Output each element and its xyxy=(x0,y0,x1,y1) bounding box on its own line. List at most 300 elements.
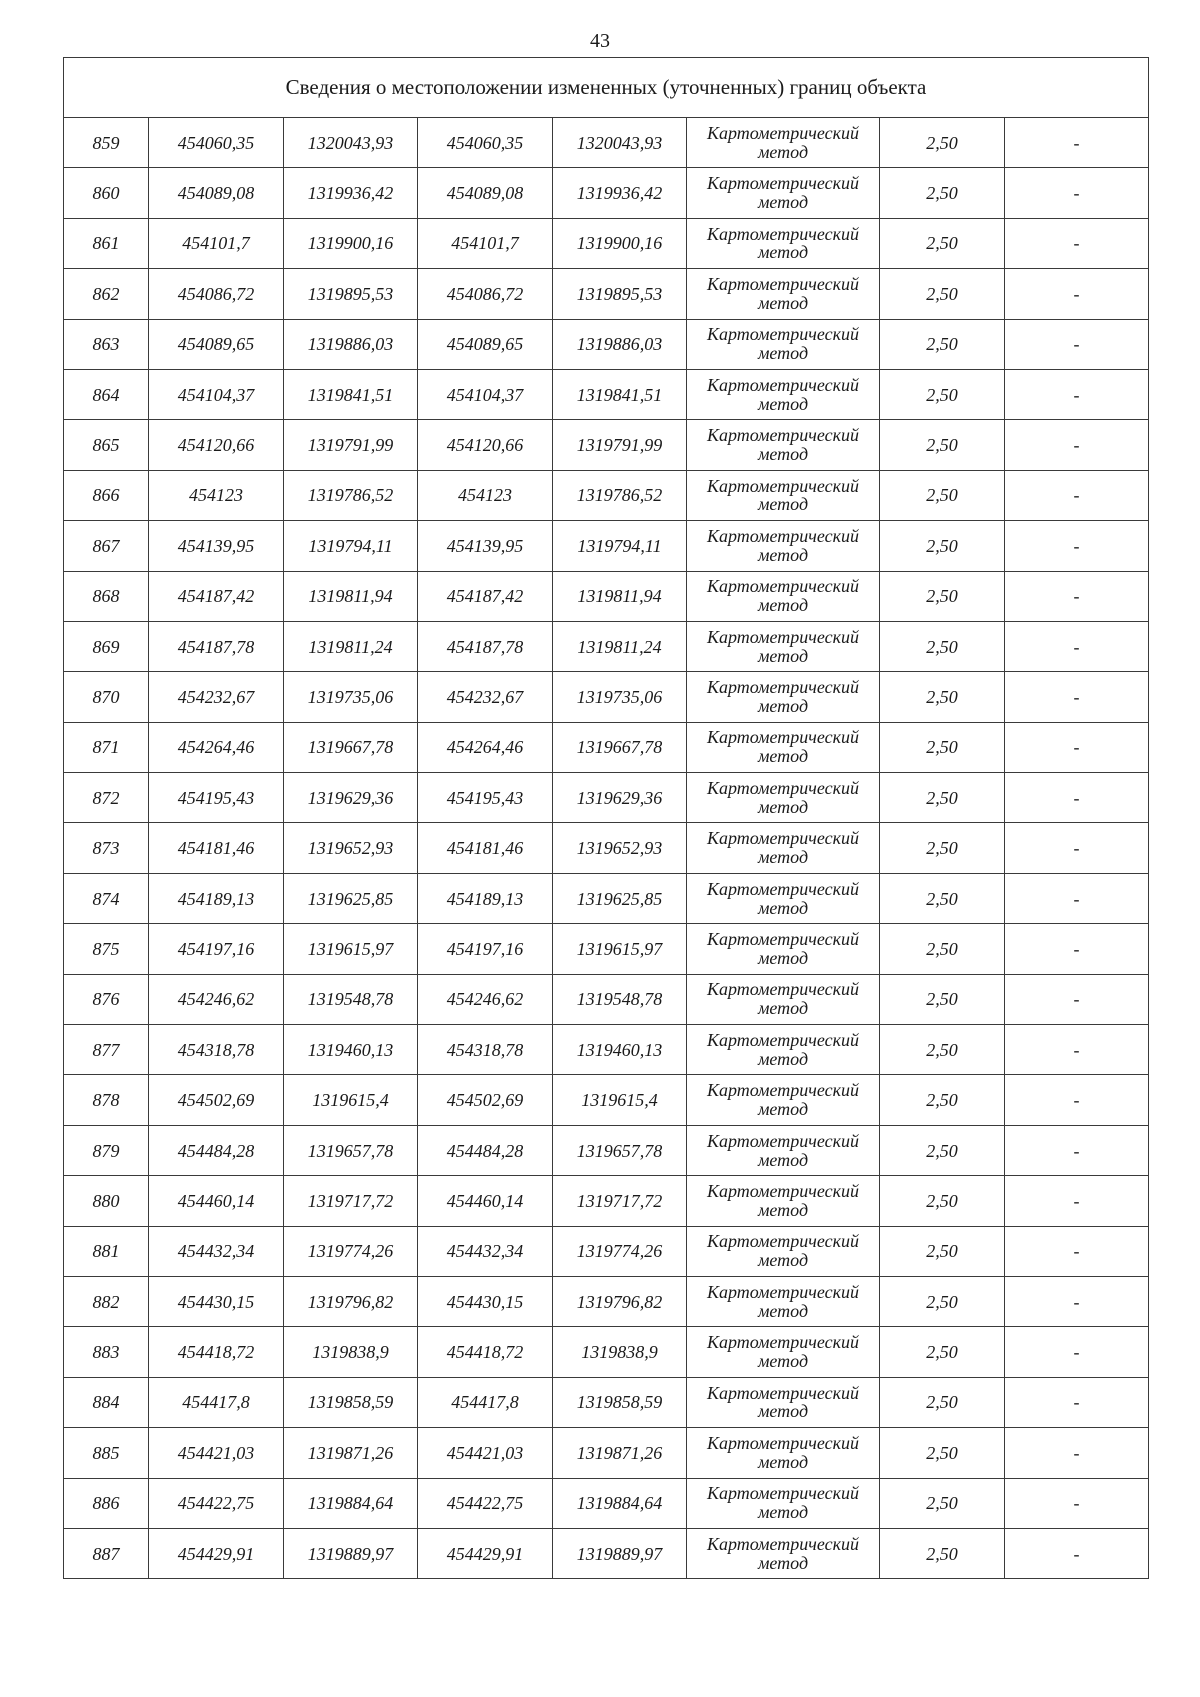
method-cell xyxy=(687,1478,880,1528)
refined-x-cell: 454429,91 xyxy=(418,1528,553,1578)
point-number-cell: 886 xyxy=(64,1478,149,1528)
existing-y-cell: 1319548,78 xyxy=(284,974,418,1024)
existing-x-cell: 454460,14 xyxy=(149,1176,284,1226)
refined-y-cell: 1319735,06 xyxy=(553,672,687,722)
table-row xyxy=(64,1428,1149,1478)
accuracy-cell: 2,50 xyxy=(880,773,1005,823)
existing-y-cell: 1319735,06 xyxy=(284,672,418,722)
existing-y-cell: 1319774,26 xyxy=(284,1226,418,1276)
accuracy-cell: 2,50 xyxy=(880,118,1005,168)
accuracy-cell: 2,50 xyxy=(880,1025,1005,1075)
table-row xyxy=(64,1327,1149,1377)
table-row xyxy=(64,974,1149,1024)
method-cell xyxy=(687,1528,880,1578)
note-cell: - xyxy=(1005,1377,1149,1427)
refined-x-cell: 454139,95 xyxy=(418,521,553,571)
refined-x-cell: 454264,46 xyxy=(418,722,553,772)
refined-x-cell: 454246,62 xyxy=(418,974,553,1024)
method-line-1: Картометрический xyxy=(706,525,859,546)
table-row xyxy=(64,319,1149,369)
accuracy-cell: 2,50 xyxy=(880,823,1005,873)
method-line-2: метод xyxy=(757,1300,809,1321)
method-cell xyxy=(687,1176,880,1226)
point-number-cell: 883 xyxy=(64,1327,149,1377)
table-row xyxy=(64,420,1149,470)
note-cell: - xyxy=(1005,470,1149,520)
method-line-2: метод xyxy=(757,192,809,213)
method-line-2: метод xyxy=(757,1451,809,1472)
accuracy-cell: 2,50 xyxy=(880,571,1005,621)
accuracy-cell: 2,50 xyxy=(880,269,1005,319)
method-line-2: метод xyxy=(757,847,809,868)
accuracy-cell: 2,50 xyxy=(880,521,1005,571)
refined-y-cell: 1319667,78 xyxy=(553,722,687,772)
refined-x-cell: 454187,78 xyxy=(418,621,553,671)
note-cell: - xyxy=(1005,621,1149,671)
refined-y-cell: 1319936,42 xyxy=(553,168,687,218)
refined-y-cell: 1319794,11 xyxy=(553,521,687,571)
method-line-1: Картометрический xyxy=(706,1130,859,1151)
accuracy-cell: 2,50 xyxy=(880,1226,1005,1276)
refined-y-cell: 1319774,26 xyxy=(553,1226,687,1276)
existing-x-cell: 454197,16 xyxy=(149,924,284,974)
existing-x-cell: 454421,03 xyxy=(149,1428,284,1478)
refined-x-cell: 454318,78 xyxy=(418,1025,553,1075)
refined-y-cell: 1319657,78 xyxy=(553,1125,687,1175)
refined-y-cell: 1319811,24 xyxy=(553,621,687,671)
table-row xyxy=(64,1276,1149,1326)
accuracy-cell: 2,50 xyxy=(880,1478,1005,1528)
point-number-cell: 873 xyxy=(64,823,149,873)
existing-y-cell: 1319889,97 xyxy=(284,1528,418,1578)
existing-x-cell: 454120,66 xyxy=(149,420,284,470)
refined-x-cell: 454195,43 xyxy=(418,773,553,823)
existing-x-cell: 454089,08 xyxy=(149,168,284,218)
existing-y-cell: 1319884,64 xyxy=(284,1478,418,1528)
existing-y-cell: 1319871,26 xyxy=(284,1428,418,1478)
existing-y-cell: 1319895,53 xyxy=(284,269,418,319)
method-line-1: Картометрический xyxy=(706,1181,859,1201)
accuracy-cell: 2,50 xyxy=(880,369,1005,419)
table-row xyxy=(64,873,1149,923)
refined-x-cell: 454417,8 xyxy=(418,1377,553,1427)
method-cell xyxy=(687,521,880,571)
method-line-2: метод xyxy=(757,1502,809,1523)
accuracy-cell: 2,50 xyxy=(880,974,1005,1024)
accuracy-cell: 2,50 xyxy=(880,1075,1005,1125)
refined-y-cell: 1319886,03 xyxy=(553,319,687,369)
method-line-1: Картометрический xyxy=(706,1432,859,1453)
method-line-1: Картометрический xyxy=(706,122,859,143)
method-cell xyxy=(687,773,880,823)
table-row xyxy=(64,924,1149,974)
method-line-2: метод xyxy=(757,695,809,716)
method-cell xyxy=(687,974,880,1024)
point-number-cell: 867 xyxy=(64,521,149,571)
existing-x-cell: 454246,62 xyxy=(149,974,284,1024)
table-row xyxy=(64,1176,1149,1226)
note-cell: - xyxy=(1005,218,1149,268)
existing-y-cell: 1319657,78 xyxy=(284,1125,418,1175)
existing-y-cell: 1319460,13 xyxy=(284,1025,418,1075)
existing-x-cell: 454432,34 xyxy=(149,1226,284,1276)
refined-x-cell: 454187,42 xyxy=(418,571,553,621)
accuracy-cell: 2,50 xyxy=(880,319,1005,369)
method-line-2: метод xyxy=(757,1149,809,1170)
table-row xyxy=(64,571,1149,621)
refined-y-cell: 1319900,16 xyxy=(553,218,687,268)
method-line-2: метод xyxy=(757,947,809,968)
point-number-cell: 863 xyxy=(64,319,149,369)
method-cell xyxy=(687,1377,880,1427)
refined-x-cell: 454060,35 xyxy=(418,118,553,168)
existing-y-cell: 1320043,93 xyxy=(284,118,418,168)
accuracy-cell: 2,50 xyxy=(880,873,1005,923)
point-number-cell: 885 xyxy=(64,1428,149,1478)
method-cell xyxy=(687,1226,880,1276)
method-line-1: Картометрический xyxy=(706,374,859,395)
table-row xyxy=(64,168,1149,218)
boundary-table xyxy=(63,57,1149,1579)
accuracy-cell: 2,50 xyxy=(880,1377,1005,1427)
refined-x-cell: 454502,69 xyxy=(418,1075,553,1125)
table-row xyxy=(64,118,1149,168)
existing-x-cell: 454181,46 xyxy=(149,823,284,873)
existing-x-cell: 454418,72 xyxy=(149,1327,284,1377)
point-number-cell: 882 xyxy=(64,1276,149,1326)
method-line-2: метод xyxy=(757,494,809,515)
note-cell: - xyxy=(1005,1226,1149,1276)
method-line-1: Картометрический xyxy=(706,878,859,899)
refined-x-cell: 454197,16 xyxy=(418,924,553,974)
method-cell xyxy=(687,470,880,520)
point-number-cell: 864 xyxy=(64,369,149,419)
note-cell: - xyxy=(1005,118,1149,168)
note-cell: - xyxy=(1005,168,1149,218)
accuracy-cell: 2,50 xyxy=(880,924,1005,974)
existing-y-cell: 1319796,82 xyxy=(284,1276,418,1326)
method-line-1: Картометрический xyxy=(706,1231,859,1252)
point-number-cell: 868 xyxy=(64,571,149,621)
refined-x-cell: 454120,66 xyxy=(418,420,553,470)
point-number-cell: 877 xyxy=(64,1025,149,1075)
existing-y-cell: 1319717,72 xyxy=(284,1176,418,1226)
existing-x-cell: 454502,69 xyxy=(149,1075,284,1125)
existing-y-cell: 1319794,11 xyxy=(284,521,418,571)
refined-x-cell: 454089,65 xyxy=(418,319,553,369)
table-row xyxy=(64,722,1149,772)
point-number-cell: 865 xyxy=(64,420,149,470)
accuracy-cell: 2,50 xyxy=(880,420,1005,470)
method-line-1: Картометрический xyxy=(706,828,859,849)
table-row xyxy=(64,218,1149,268)
refined-y-cell: 1319615,4 xyxy=(553,1075,687,1125)
method-line-2: метод xyxy=(757,1199,809,1220)
table-row xyxy=(64,269,1149,319)
point-number-cell: 881 xyxy=(64,1226,149,1276)
point-number-cell: 862 xyxy=(64,269,149,319)
note-cell: - xyxy=(1005,1528,1149,1578)
refined-y-cell: 1320043,93 xyxy=(553,118,687,168)
method-line-1: Картометрический xyxy=(706,1281,859,1302)
method-cell xyxy=(687,369,880,419)
method-line-2: метод xyxy=(757,746,809,767)
note-cell: - xyxy=(1005,722,1149,772)
note-cell: - xyxy=(1005,571,1149,621)
existing-x-cell: 454429,91 xyxy=(149,1528,284,1578)
point-number-cell: 872 xyxy=(64,773,149,823)
accuracy-cell: 2,50 xyxy=(880,1428,1005,1478)
method-line-1: Картометрический xyxy=(706,626,859,647)
refined-x-cell: 454104,37 xyxy=(418,369,553,419)
refined-x-cell: 454460,14 xyxy=(418,1176,553,1226)
refined-y-cell: 1319841,51 xyxy=(553,369,687,419)
existing-x-cell: 454101,7 xyxy=(149,218,284,268)
existing-y-cell: 1319615,4 xyxy=(284,1075,418,1125)
method-cell xyxy=(687,420,880,470)
point-number-cell: 861 xyxy=(64,218,149,268)
method-cell xyxy=(687,319,880,369)
method-cell xyxy=(687,571,880,621)
note-cell: - xyxy=(1005,1478,1149,1528)
refined-x-cell: 454432,34 xyxy=(418,1226,553,1276)
method-line-1: Картометрический xyxy=(706,324,859,345)
existing-y-cell: 1319811,94 xyxy=(284,571,418,621)
method-line-1: Картометрический xyxy=(706,273,859,294)
existing-x-cell: 454187,78 xyxy=(149,621,284,671)
refined-y-cell: 1319460,13 xyxy=(553,1025,687,1075)
point-number-cell: 887 xyxy=(64,1528,149,1578)
point-number-cell: 884 xyxy=(64,1377,149,1427)
table-row xyxy=(64,1075,1149,1125)
method-line-1: Картометрический xyxy=(706,1029,859,1050)
point-number-cell: 859 xyxy=(64,118,149,168)
method-cell xyxy=(687,924,880,974)
note-cell: - xyxy=(1005,924,1149,974)
point-number-cell: 880 xyxy=(64,1176,149,1226)
refined-y-cell: 1319625,85 xyxy=(553,873,687,923)
note-cell: - xyxy=(1005,1276,1149,1326)
method-cell xyxy=(687,1327,880,1377)
refined-x-cell: 454101,7 xyxy=(418,218,553,268)
method-line-2: метод xyxy=(757,292,809,313)
method-cell xyxy=(687,1075,880,1125)
existing-y-cell: 1319900,16 xyxy=(284,218,418,268)
existing-x-cell: 454139,95 xyxy=(149,521,284,571)
method-line-2: метод xyxy=(757,595,809,616)
method-cell xyxy=(687,168,880,218)
existing-y-cell: 1319841,51 xyxy=(284,369,418,419)
note-cell: - xyxy=(1005,369,1149,419)
existing-x-cell: 454189,13 xyxy=(149,873,284,923)
method-line-2: метод xyxy=(757,242,809,263)
accuracy-cell: 2,50 xyxy=(880,672,1005,722)
table-row xyxy=(64,470,1149,520)
existing-x-cell: 454422,75 xyxy=(149,1478,284,1528)
point-number-cell: 866 xyxy=(64,470,149,520)
method-line-1: Картометрический xyxy=(706,425,859,446)
note-cell: - xyxy=(1005,521,1149,571)
method-line-2: метод xyxy=(757,1099,809,1120)
method-line-2: метод xyxy=(757,1552,809,1573)
table-row xyxy=(64,621,1149,671)
method-line-2: метод xyxy=(757,444,809,465)
existing-x-cell: 454264,46 xyxy=(149,722,284,772)
existing-x-cell: 454232,67 xyxy=(149,672,284,722)
refined-x-cell: 454189,13 xyxy=(418,873,553,923)
refined-x-cell: 454422,75 xyxy=(418,1478,553,1528)
note-cell: - xyxy=(1005,1176,1149,1226)
refined-y-cell: 1319548,78 xyxy=(553,974,687,1024)
existing-x-cell: 454417,8 xyxy=(149,1377,284,1427)
table-row xyxy=(64,773,1149,823)
point-number-cell: 870 xyxy=(64,672,149,722)
existing-x-cell: 454187,42 xyxy=(149,571,284,621)
method-line-1: Картометрический xyxy=(706,1483,859,1504)
method-cell xyxy=(687,621,880,671)
refined-x-cell: 454484,28 xyxy=(418,1125,553,1175)
table-row xyxy=(64,1377,1149,1427)
table-row xyxy=(64,369,1149,419)
refined-y-cell: 1319629,36 xyxy=(553,773,687,823)
table-title: Сведения о местоположении измененных (уточненных) границ объекта xyxy=(64,58,1149,118)
refined-x-cell: 454421,03 xyxy=(418,1428,553,1478)
method-line-2: метод xyxy=(757,1048,809,1069)
note-cell: - xyxy=(1005,1075,1149,1125)
existing-y-cell: 1319838,9 xyxy=(284,1327,418,1377)
existing-x-cell: 454060,35 xyxy=(149,118,284,168)
point-number-cell: 876 xyxy=(64,974,149,1024)
point-number-cell: 869 xyxy=(64,621,149,671)
method-cell xyxy=(687,1428,880,1478)
existing-y-cell: 1319936,42 xyxy=(284,168,418,218)
table-row xyxy=(64,1125,1149,1175)
refined-y-cell: 1319871,26 xyxy=(553,1428,687,1478)
point-number-cell: 871 xyxy=(64,722,149,772)
point-number-cell: 874 xyxy=(64,873,149,923)
method-cell xyxy=(687,1025,880,1075)
refined-y-cell: 1319838,9 xyxy=(553,1327,687,1377)
point-number-cell: 878 xyxy=(64,1075,149,1125)
method-line-1: Картометрический xyxy=(706,475,859,496)
accuracy-cell: 2,50 xyxy=(880,1125,1005,1175)
note-cell: - xyxy=(1005,1025,1149,1075)
refined-y-cell: 1319858,59 xyxy=(553,1377,687,1427)
accuracy-cell: 2,50 xyxy=(880,1528,1005,1578)
method-cell xyxy=(687,1125,880,1175)
note-cell: - xyxy=(1005,974,1149,1024)
accuracy-cell: 2,50 xyxy=(880,168,1005,218)
refined-y-cell: 1319796,82 xyxy=(553,1276,687,1326)
note-cell: - xyxy=(1005,672,1149,722)
table-row xyxy=(64,521,1149,571)
method-line-1: Картометрический xyxy=(706,1533,859,1554)
method-cell xyxy=(687,1276,880,1326)
accuracy-cell: 2,50 xyxy=(880,1327,1005,1377)
refined-y-cell: 1319811,94 xyxy=(553,571,687,621)
note-cell: - xyxy=(1005,319,1149,369)
method-cell xyxy=(687,722,880,772)
existing-x-cell: 454484,28 xyxy=(149,1125,284,1175)
existing-y-cell: 1319786,52 xyxy=(284,470,418,520)
existing-y-cell: 1319629,36 xyxy=(284,773,418,823)
table-title-row xyxy=(64,58,1149,118)
note-cell: - xyxy=(1005,823,1149,873)
existing-x-cell: 454195,43 xyxy=(149,773,284,823)
refined-x-cell: 454089,08 xyxy=(418,168,553,218)
table-row xyxy=(64,1478,1149,1528)
refined-y-cell: 1319889,97 xyxy=(553,1528,687,1578)
method-line-2: метод xyxy=(757,796,809,817)
method-line-1: Картометрический xyxy=(706,777,859,798)
refined-y-cell: 1319884,64 xyxy=(553,1478,687,1528)
note-cell: - xyxy=(1005,269,1149,319)
method-cell xyxy=(687,118,880,168)
table-row xyxy=(64,1226,1149,1276)
method-line-2: метод xyxy=(757,1250,809,1271)
method-line-1: Картометрический xyxy=(706,929,859,950)
method-line-2: метод xyxy=(757,393,809,414)
method-line-1: Картометрический xyxy=(706,1382,859,1403)
accuracy-cell: 2,50 xyxy=(880,722,1005,772)
note-cell: - xyxy=(1005,773,1149,823)
existing-x-cell: 454104,37 xyxy=(149,369,284,419)
note-cell: - xyxy=(1005,873,1149,923)
method-line-2: метод xyxy=(757,998,809,1019)
existing-y-cell: 1319886,03 xyxy=(284,319,418,369)
method-line-2: метод xyxy=(757,141,809,162)
existing-x-cell: 454086,72 xyxy=(149,269,284,319)
method-line-2: метод xyxy=(757,645,809,666)
method-cell xyxy=(687,269,880,319)
method-line-1: Картометрический xyxy=(706,1080,859,1101)
method-cell xyxy=(687,672,880,722)
existing-x-cell: 454318,78 xyxy=(149,1025,284,1075)
refined-x-cell: 454123 xyxy=(418,470,553,520)
existing-y-cell: 1319652,93 xyxy=(284,823,418,873)
method-line-1: Картометрический xyxy=(706,979,859,1000)
refined-x-cell: 454232,67 xyxy=(418,672,553,722)
refined-y-cell: 1319791,99 xyxy=(553,420,687,470)
table-row xyxy=(64,823,1149,873)
refined-y-cell: 1319652,93 xyxy=(553,823,687,873)
method-line-1: Картометрический xyxy=(706,173,859,194)
existing-y-cell: 1319858,59 xyxy=(284,1377,418,1427)
accuracy-cell: 2,50 xyxy=(880,1276,1005,1326)
existing-x-cell: 454123 xyxy=(149,470,284,520)
note-cell: - xyxy=(1005,420,1149,470)
refined-x-cell: 454418,72 xyxy=(418,1327,553,1377)
refined-y-cell: 1319717,72 xyxy=(553,1176,687,1226)
refined-y-cell: 1319895,53 xyxy=(553,269,687,319)
accuracy-cell: 2,50 xyxy=(880,218,1005,268)
method-cell xyxy=(687,823,880,873)
method-line-1: Картометрический xyxy=(706,576,859,597)
method-line-1: Картометрический xyxy=(706,677,859,698)
method-line-1: Картометрический xyxy=(706,727,859,748)
accuracy-cell: 2,50 xyxy=(880,1176,1005,1226)
point-number-cell: 879 xyxy=(64,1125,149,1175)
note-cell: - xyxy=(1005,1327,1149,1377)
refined-x-cell: 454430,15 xyxy=(418,1276,553,1326)
page-number: 43 xyxy=(590,30,610,52)
point-number-cell: 875 xyxy=(64,924,149,974)
point-number-cell: 860 xyxy=(64,168,149,218)
table-row xyxy=(64,672,1149,722)
refined-x-cell: 454181,46 xyxy=(418,823,553,873)
existing-y-cell: 1319615,97 xyxy=(284,924,418,974)
existing-x-cell: 454089,65 xyxy=(149,319,284,369)
